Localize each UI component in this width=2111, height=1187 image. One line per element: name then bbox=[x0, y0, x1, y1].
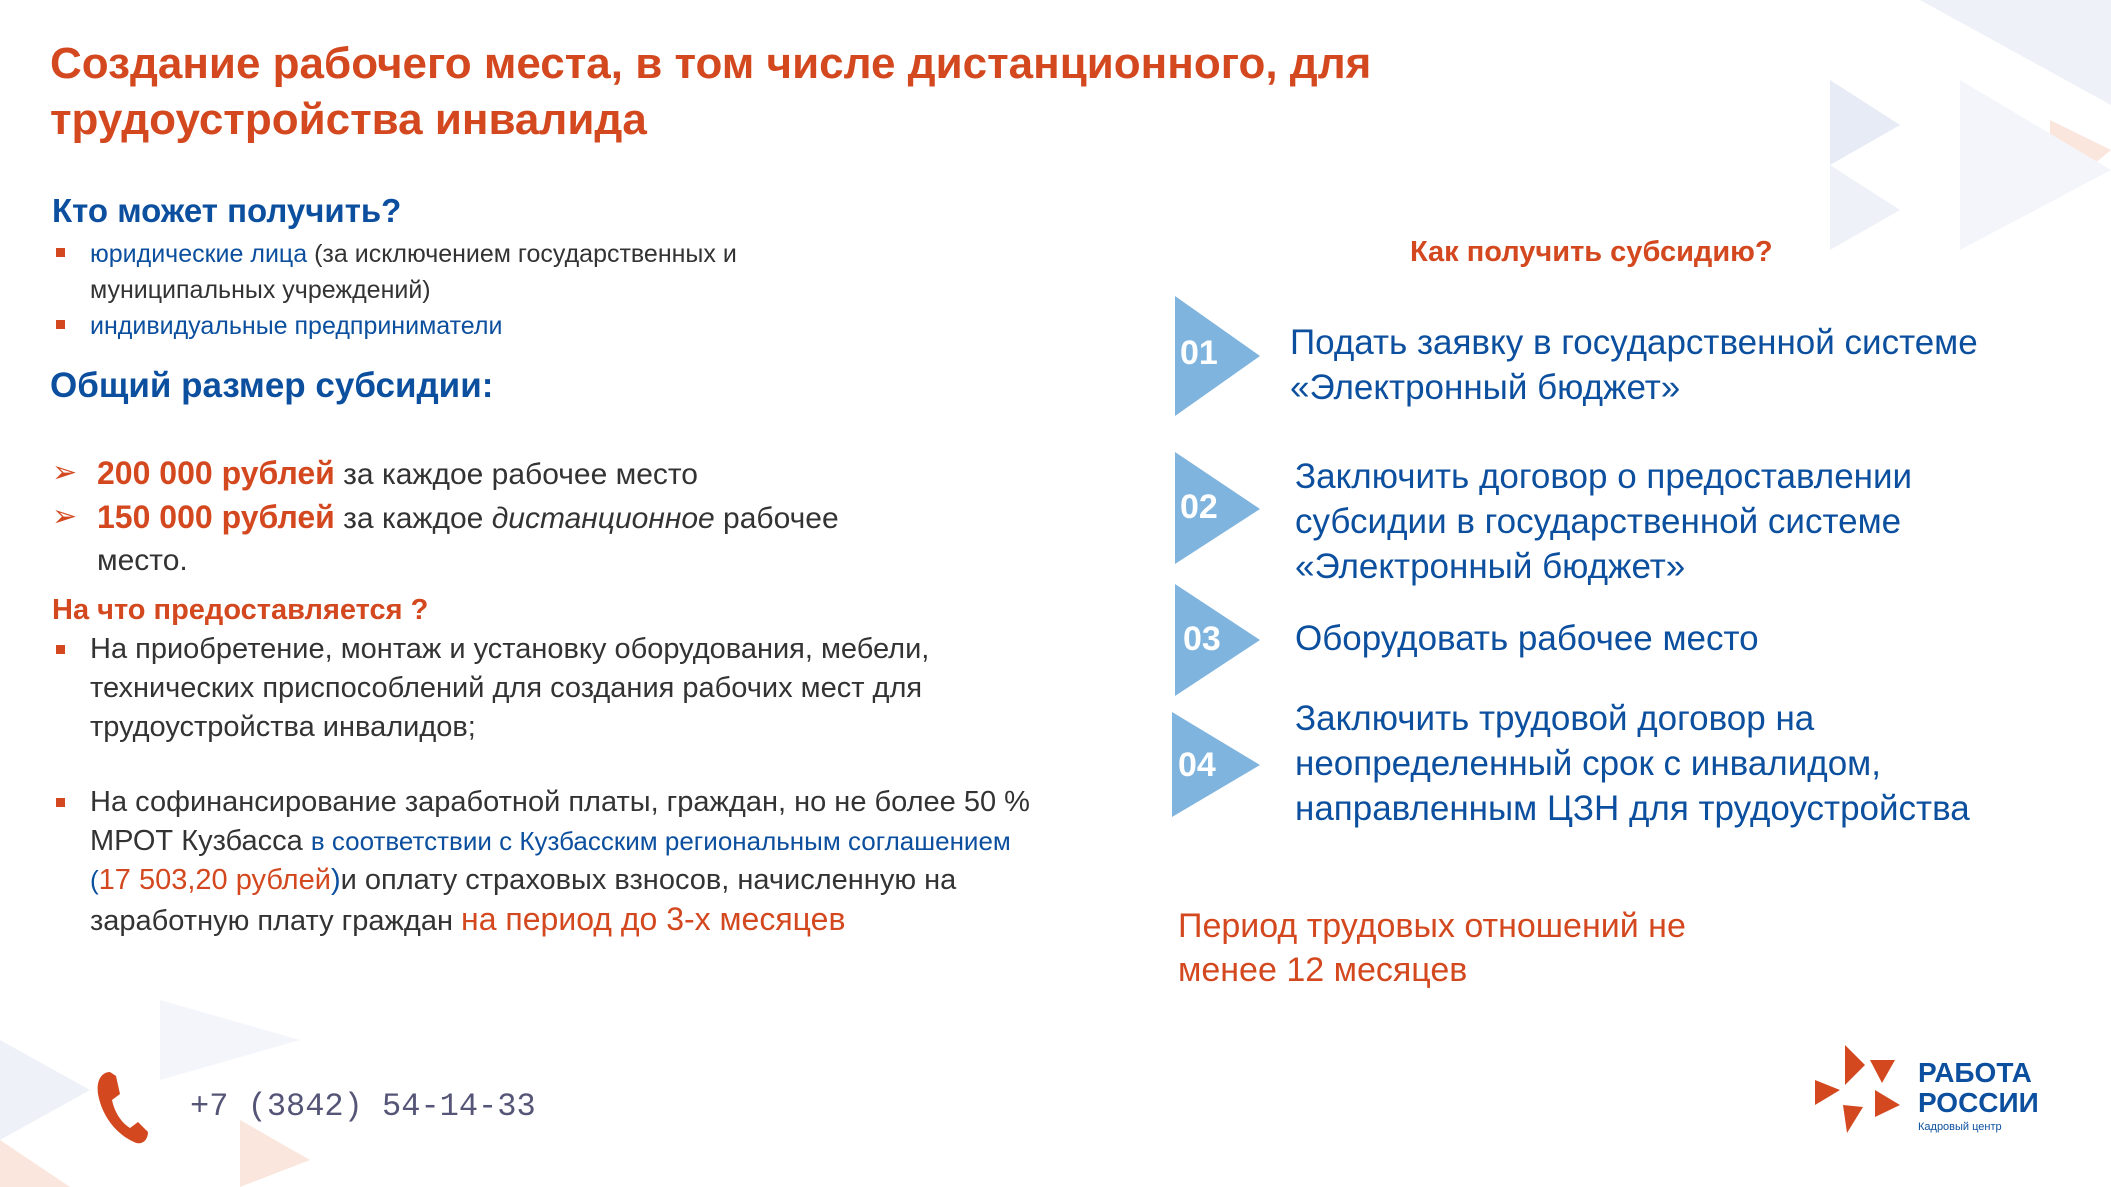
list-item: На приобретение, монтаж и установку оборудования, мебели, технических приспособлений для создания рабочих мест для трудоустройства инвалидов; bbox=[52, 630, 1042, 747]
step-text-01: Подать заявку в государственной системе «Электронный бюджет» bbox=[1290, 323, 1978, 407]
purpose-heading: На что предоставляется ? bbox=[52, 594, 429, 626]
list-item: юридические лица (за исключением государственных и муниципальных учреждений) bbox=[52, 236, 912, 308]
arrow-bullet-icon: ➢ bbox=[52, 456, 78, 489]
step-number-04: 04 bbox=[1172, 712, 1262, 832]
phone-number[interactable]: +7 (3842) 54-14-33 bbox=[190, 1088, 536, 1125]
list-item: ➢ 200 000 рублей за каждое рабочее место bbox=[52, 452, 932, 496]
step-text-03: Оборудовать рабочее место bbox=[1295, 619, 1759, 658]
step-text-02: Заключить договор о предоставлении субсидии в государственной системе «Электронный бюджет» bbox=[1295, 457, 1913, 586]
amount-list bbox=[52, 452, 932, 582]
step-number-02: 02 bbox=[1175, 452, 1265, 572]
star-logo-icon bbox=[1815, 1045, 1915, 1135]
logo-text: РАБОТА РОССИИ Кадровый центр bbox=[1918, 1057, 2039, 1133]
step-number-03: 03 bbox=[1175, 584, 1265, 704]
phone-icon bbox=[92, 1068, 152, 1148]
page-title: Создание рабочего места, в том числе дистанционного, для трудоустройства инвалида bbox=[50, 39, 1372, 144]
who-heading: Кто может получить? bbox=[52, 192, 402, 229]
who-list bbox=[52, 236, 912, 344]
list-item: ➢ 150 000 рублей за каждое дистанционное рабочее место. bbox=[52, 496, 932, 582]
list-item: индивидуальные предприниматели bbox=[52, 308, 912, 344]
purpose-list bbox=[52, 630, 1042, 941]
amount-heading: Общий размер субсидии: bbox=[50, 366, 494, 405]
how-heading: Как получить субсидию? bbox=[1410, 236, 1773, 268]
step-number-01: 01 bbox=[1175, 296, 1265, 416]
step-text-04: Заключить трудовой договор на неопределенный срок с инвалидом, направленным ЦЗН для трудоустройства bbox=[1295, 699, 1970, 828]
period-note: Период трудовых отношений не менее 12 месяцев bbox=[1178, 907, 1686, 989]
arrow-bullet-icon: ➢ bbox=[52, 500, 78, 533]
list-item: На софинансирование заработной платы, граждан, но не более 50 % МРОТ Кузбасса в соответствии с Кузбасским региональным соглашением (17 503,20 рублей)и оплату страховых взносов, начисленную на заработную плату граждан на период до 3-х месяцев bbox=[52, 783, 1042, 941]
